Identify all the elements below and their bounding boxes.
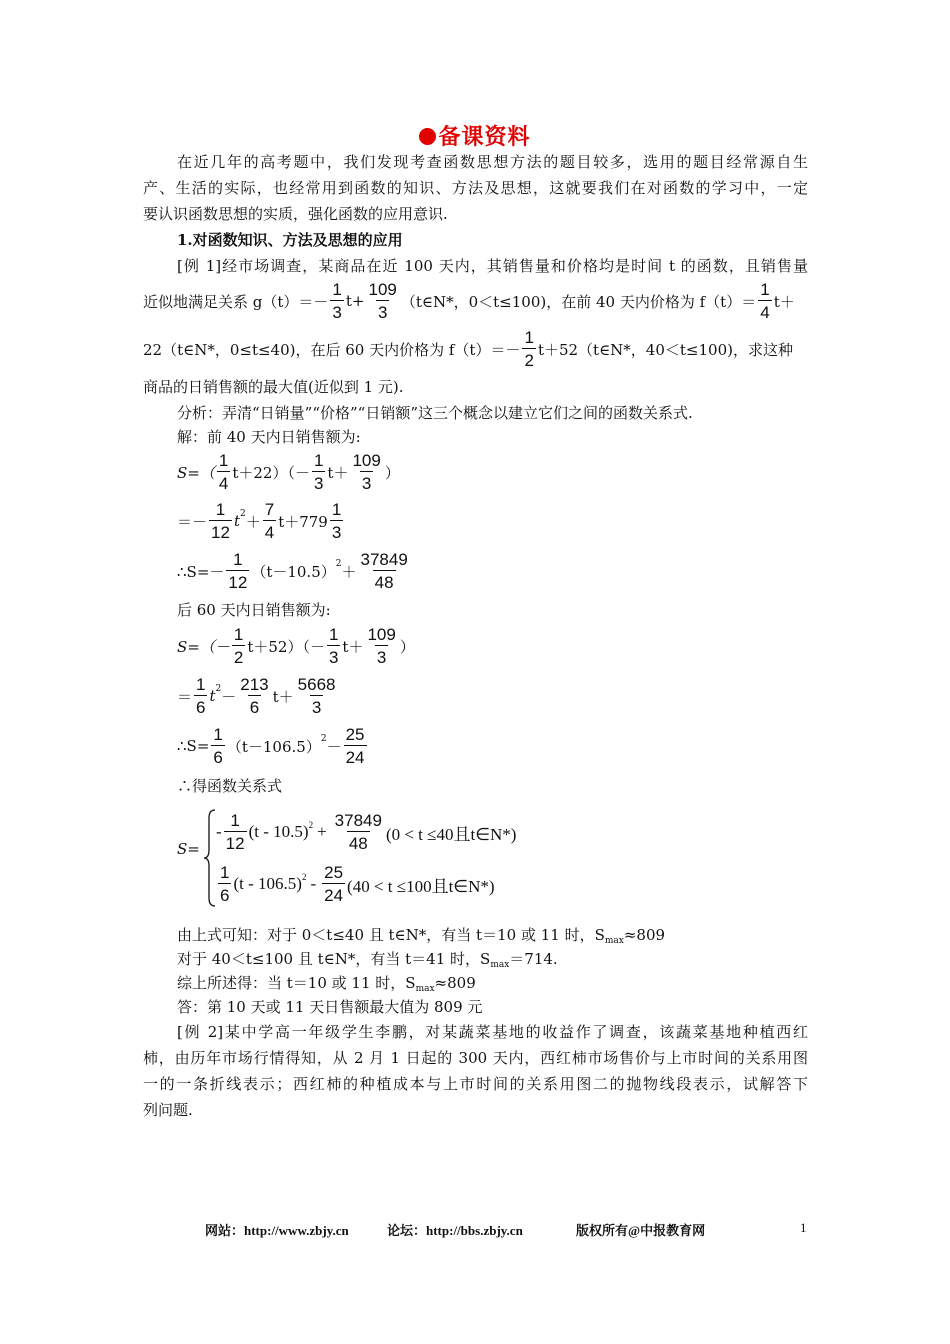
footer-copyright: 版权所有@中报教育网 — [576, 1223, 706, 1238]
result-line-1: 由上式可知：对于 0＜t≤40 且 t∈N*，有当 t＝10 或 11 时，$S_{max}\approx 809$ — [177, 926, 666, 946]
bullet-icon — [419, 128, 436, 145]
solution-intro: 解：前 40 天内日销售额为: — [177, 428, 361, 446]
example2-line-3: 一的一条折线表示；西红柿的种植成本与上市时间的关系用图二的抛物线段表示，试解答下 — [143, 1075, 808, 1093]
intro-line-2: 产、生活的实际，也经常用到函数的知识、方法及思想，这就要我们在对函数的学习中，一定 — [143, 179, 808, 197]
result-line-2: 对于 40＜t≤100 且 t∈N*，有当 t＝41 时，$S_{max}=714$. — [177, 950, 558, 970]
later-60-days-text: 后 60 天内日销售额为: — [177, 601, 331, 619]
example1-line-4: 商品的日销售额的最大值(近似到 1 元). — [143, 378, 404, 396]
equation-a: S=（ $\frac{1}{4}$ t＋22）（－ $\frac{1}{3}$ t＋ $\frac{109}{3}$ ） — [177, 451, 400, 493]
page-title — [0, 120, 950, 151]
analysis-text: 分析：弄清“日销量”“价格”“日销额”这三个概念以建立它们之间的函数关系式. — [177, 404, 693, 422]
equation-b: ＝－ $\frac{1}{12}$ t 2 ＋ $\frac{7}{4}$ t＋779 $\frac{1}{3}$ — [177, 500, 342, 542]
piecewise-lhs: S= — [177, 840, 200, 858]
title-text: 备课资料 — [438, 124, 531, 150]
piecewise-row-1: - $\frac{1}{12}$ (t - 10.5) 2 + $\frac{37849}{48}$ (0 < t ≤40且t∈N*) — [216, 811, 517, 853]
example1-line-2: 近似地满足关系 g（t）＝－ $\frac{1}{3}$ t+ $\frac{109}{3}$ （t∈N*，0＜t≤100)，在前 40 天内价格为 f（t）＝ $\frac{1}{4}$ t＋ — [143, 280, 795, 322]
fraction: $\frac{1}{4}$ — [760, 280, 770, 322]
example1-line-1: [例 1]经市场调查，某商品在近 100 天内，其销售量和价格均是时间 t 的函数，且销售量 — [177, 257, 808, 275]
fraction: $\frac{1}{2}$ — [524, 328, 534, 370]
fraction: $\frac{109}{3}$ — [368, 280, 397, 322]
example1-line-3: 22（t∈N*，0≤t≤40)，在后 60 天内价格为 f（t）＝－ $\frac{1}{2}$ t＋52（t∈N*，40＜t≤100)，求这种 — [143, 328, 793, 370]
answer-line: 答：第 10 天或 11 天日售额最大值为 809 元 — [177, 998, 483, 1016]
footer-forum-link[interactable]: 论坛：http://bbs.zbjy.cn — [387, 1223, 523, 1238]
result-line-3: 综上所述得：当 t＝10 或 11 时，$S_{max}\approx 809$ — [177, 974, 476, 994]
brace-icon — [203, 808, 217, 908]
equation-c: ∴S=－ $\frac{1}{12}$ （t－10.5） 2 ＋ $\frac{37849}{48}$ — [177, 550, 408, 592]
section-heading: 1.对函数知识、方法及思想的应用 — [177, 231, 403, 249]
example2-line-1: [例 2]某中学高一年级学生李鹏，对某蔬菜基地的收益作了调查，该蔬菜基地种植西红 — [177, 1023, 808, 1041]
equation-e: ＝ $\frac{1}{6}$ t 2 － $\frac{213}{6}$ t＋ $\frac{5668}{3}$ — [177, 675, 336, 717]
equation-d: S=（－ $\frac{1}{2}$ t＋52）（－ $\frac{1}{3}$ t＋ $\frac{109}{3}$ ） — [177, 625, 415, 667]
intro-line-1: 在近几年的高考题中，我们发现考查函数思想方法的题目较多，选用的题目经常源自生 — [177, 153, 808, 171]
footer-website-link[interactable]: 网站：http://www.zbjy.cn — [205, 1223, 349, 1238]
page-number: 1 — [800, 1220, 807, 1235]
piecewise-row-2: $\frac{1}{6}$ (t - 106.5) 2 - $\frac{25}{24}$ (40 < t ≤100且t∈N*) — [220, 863, 495, 905]
equation-f: ∴S= $\frac{1}{6}$ （t－106.5） 2 － $\frac{25}{24}$ — [177, 725, 365, 767]
example2-line-2: 柿，由历年市场行情得知，从 2 月 1 日起的 300 天内，西红柿市场售价与上市时间的关系用图 — [143, 1049, 808, 1067]
example2-line-4: 列问题. — [143, 1101, 193, 1119]
intro-line-3: 要认识函数思想的实质，强化函数的应用意识. — [143, 205, 448, 223]
fraction: $\frac{1}{3}$ — [332, 280, 342, 322]
function-relation-text: ∴得函数关系式 — [177, 777, 283, 795]
